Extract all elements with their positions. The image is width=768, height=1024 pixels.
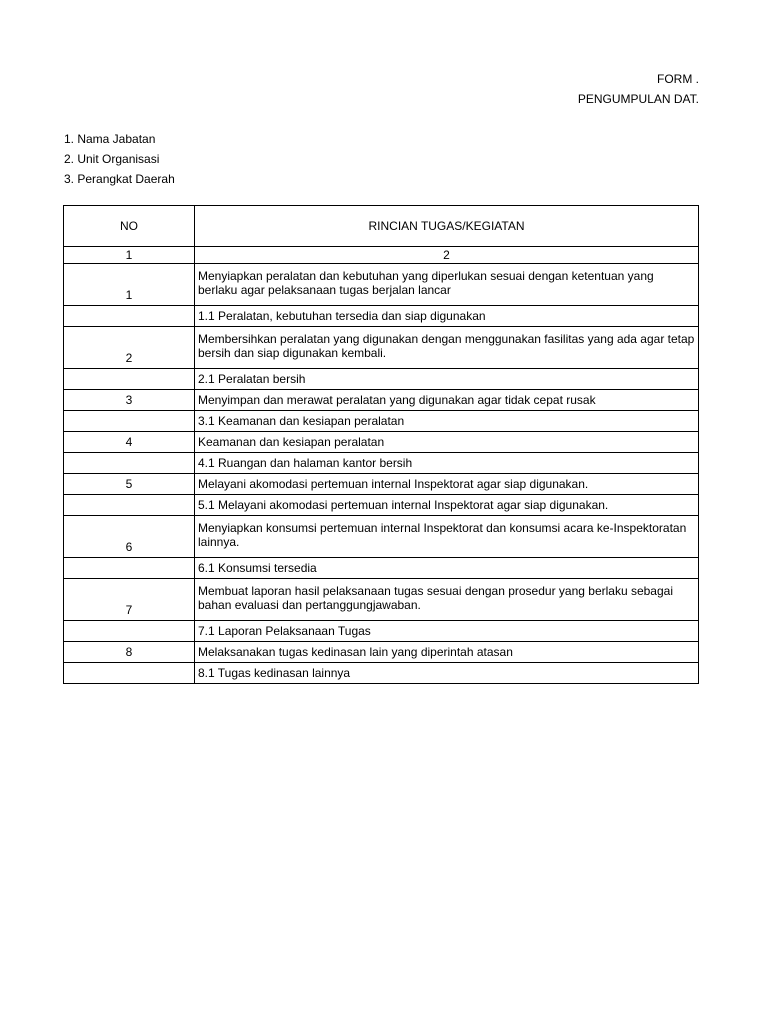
row-number-empty: [64, 369, 195, 390]
header-rincian-tugas: RINCIAN TUGAS/KEGIATAN: [195, 206, 699, 247]
task-description: Melaksanakan tugas kedinasan lain yang diperintah atasan: [195, 642, 699, 663]
table-row: [64, 516, 699, 558]
task-output: 4.1 Ruangan dan halaman kantor bersih: [195, 453, 699, 474]
task-description: Melayani akomodasi pertemuan internal Inspektorat agar siap digunakan.: [195, 474, 699, 495]
index-col-1: 1: [64, 247, 195, 264]
table-subrow: [64, 558, 699, 579]
table-subrow: [64, 621, 699, 642]
task-output: 5.1 Melayani akomodasi pertemuan internal Inspektorat agar siap digunakan.: [195, 495, 699, 516]
field-list: [64, 129, 175, 189]
table-subrow: [64, 663, 699, 684]
task-output: 2.1 Peralatan bersih: [195, 369, 699, 390]
table-row: [64, 432, 699, 453]
task-description: Membersihkan peralatan yang digunakan dengan menggunakan fasilitas yang ada agar tetap bersih dan siap digunakan kembali.: [195, 327, 699, 369]
row-number-empty: [64, 621, 195, 642]
form-label: FORM .: [657, 72, 699, 86]
row-number-empty: [64, 411, 195, 432]
form-subtitle: PENGUMPULAN DAT.: [577, 92, 699, 106]
row-number: 2: [64, 327, 195, 369]
table-subrow: [64, 306, 699, 327]
row-number: 6: [64, 516, 195, 558]
field-nama-jabatan: 1. Nama Jabatan: [64, 132, 156, 146]
row-number: 3: [64, 390, 195, 411]
table-row: [64, 642, 699, 663]
row-number-empty: [64, 453, 195, 474]
row-number: 5: [64, 474, 195, 495]
row-number: 7: [64, 579, 195, 621]
task-output: 6.1 Konsumsi tersedia: [195, 558, 699, 579]
table-subrow: [64, 369, 699, 390]
row-number: 4: [64, 432, 195, 453]
task-description: Keamanan dan kesiapan peralatan: [195, 432, 699, 453]
task-output: 1.1 Peralatan, kebutuhan tersedia dan siap digunakan: [195, 306, 699, 327]
field-unit-organisasi: 2. Unit Organisasi: [64, 152, 160, 166]
task-description: Membuat laporan hasil pelaksanaan tugas sesuai dengan prosedur yang berlaku sebagai bahan evaluasi dan pertanggungjawaban.: [195, 579, 699, 621]
row-number-empty: [64, 306, 195, 327]
row-number-empty: [64, 558, 195, 579]
task-output: 8.1 Tugas kedinasan lainnya: [195, 663, 699, 684]
table-row: [64, 390, 699, 411]
table-header-row: [64, 206, 699, 247]
row-number-empty: [64, 663, 195, 684]
table-subrow: [64, 411, 699, 432]
table-subrow: [64, 495, 699, 516]
header-no: NO: [64, 206, 195, 247]
task-description: Menyiapkan peralatan dan kebutuhan yang diperlukan sesuai dengan ketentuan yang berlaku agar pelaksanaan tugas berjalan lancar: [195, 264, 699, 306]
task-description: Menyiapkan konsumsi pertemuan internal Inspektorat dan konsumsi acara ke-Inspektoratan lainnya.: [195, 516, 699, 558]
table-row: [64, 474, 699, 495]
task-output: 3.1 Keamanan dan kesiapan peralatan: [195, 411, 699, 432]
table-row: [64, 264, 699, 306]
row-number: 1: [64, 264, 195, 306]
row-number: 8: [64, 642, 195, 663]
column-index-row: [64, 247, 699, 264]
task-table: [63, 205, 699, 684]
table-row: [64, 579, 699, 621]
table-subrow: [64, 453, 699, 474]
table-row: [64, 327, 699, 369]
task-description: Menyimpan dan merawat peralatan yang digunakan agar tidak cepat rusak: [195, 390, 699, 411]
field-perangkat-daerah: 3. Perangkat Daerah: [64, 172, 175, 186]
task-output: 7.1 Laporan Pelaksanaan Tugas: [195, 621, 699, 642]
row-number-empty: [64, 495, 195, 516]
index-col-2: 2: [195, 247, 699, 264]
